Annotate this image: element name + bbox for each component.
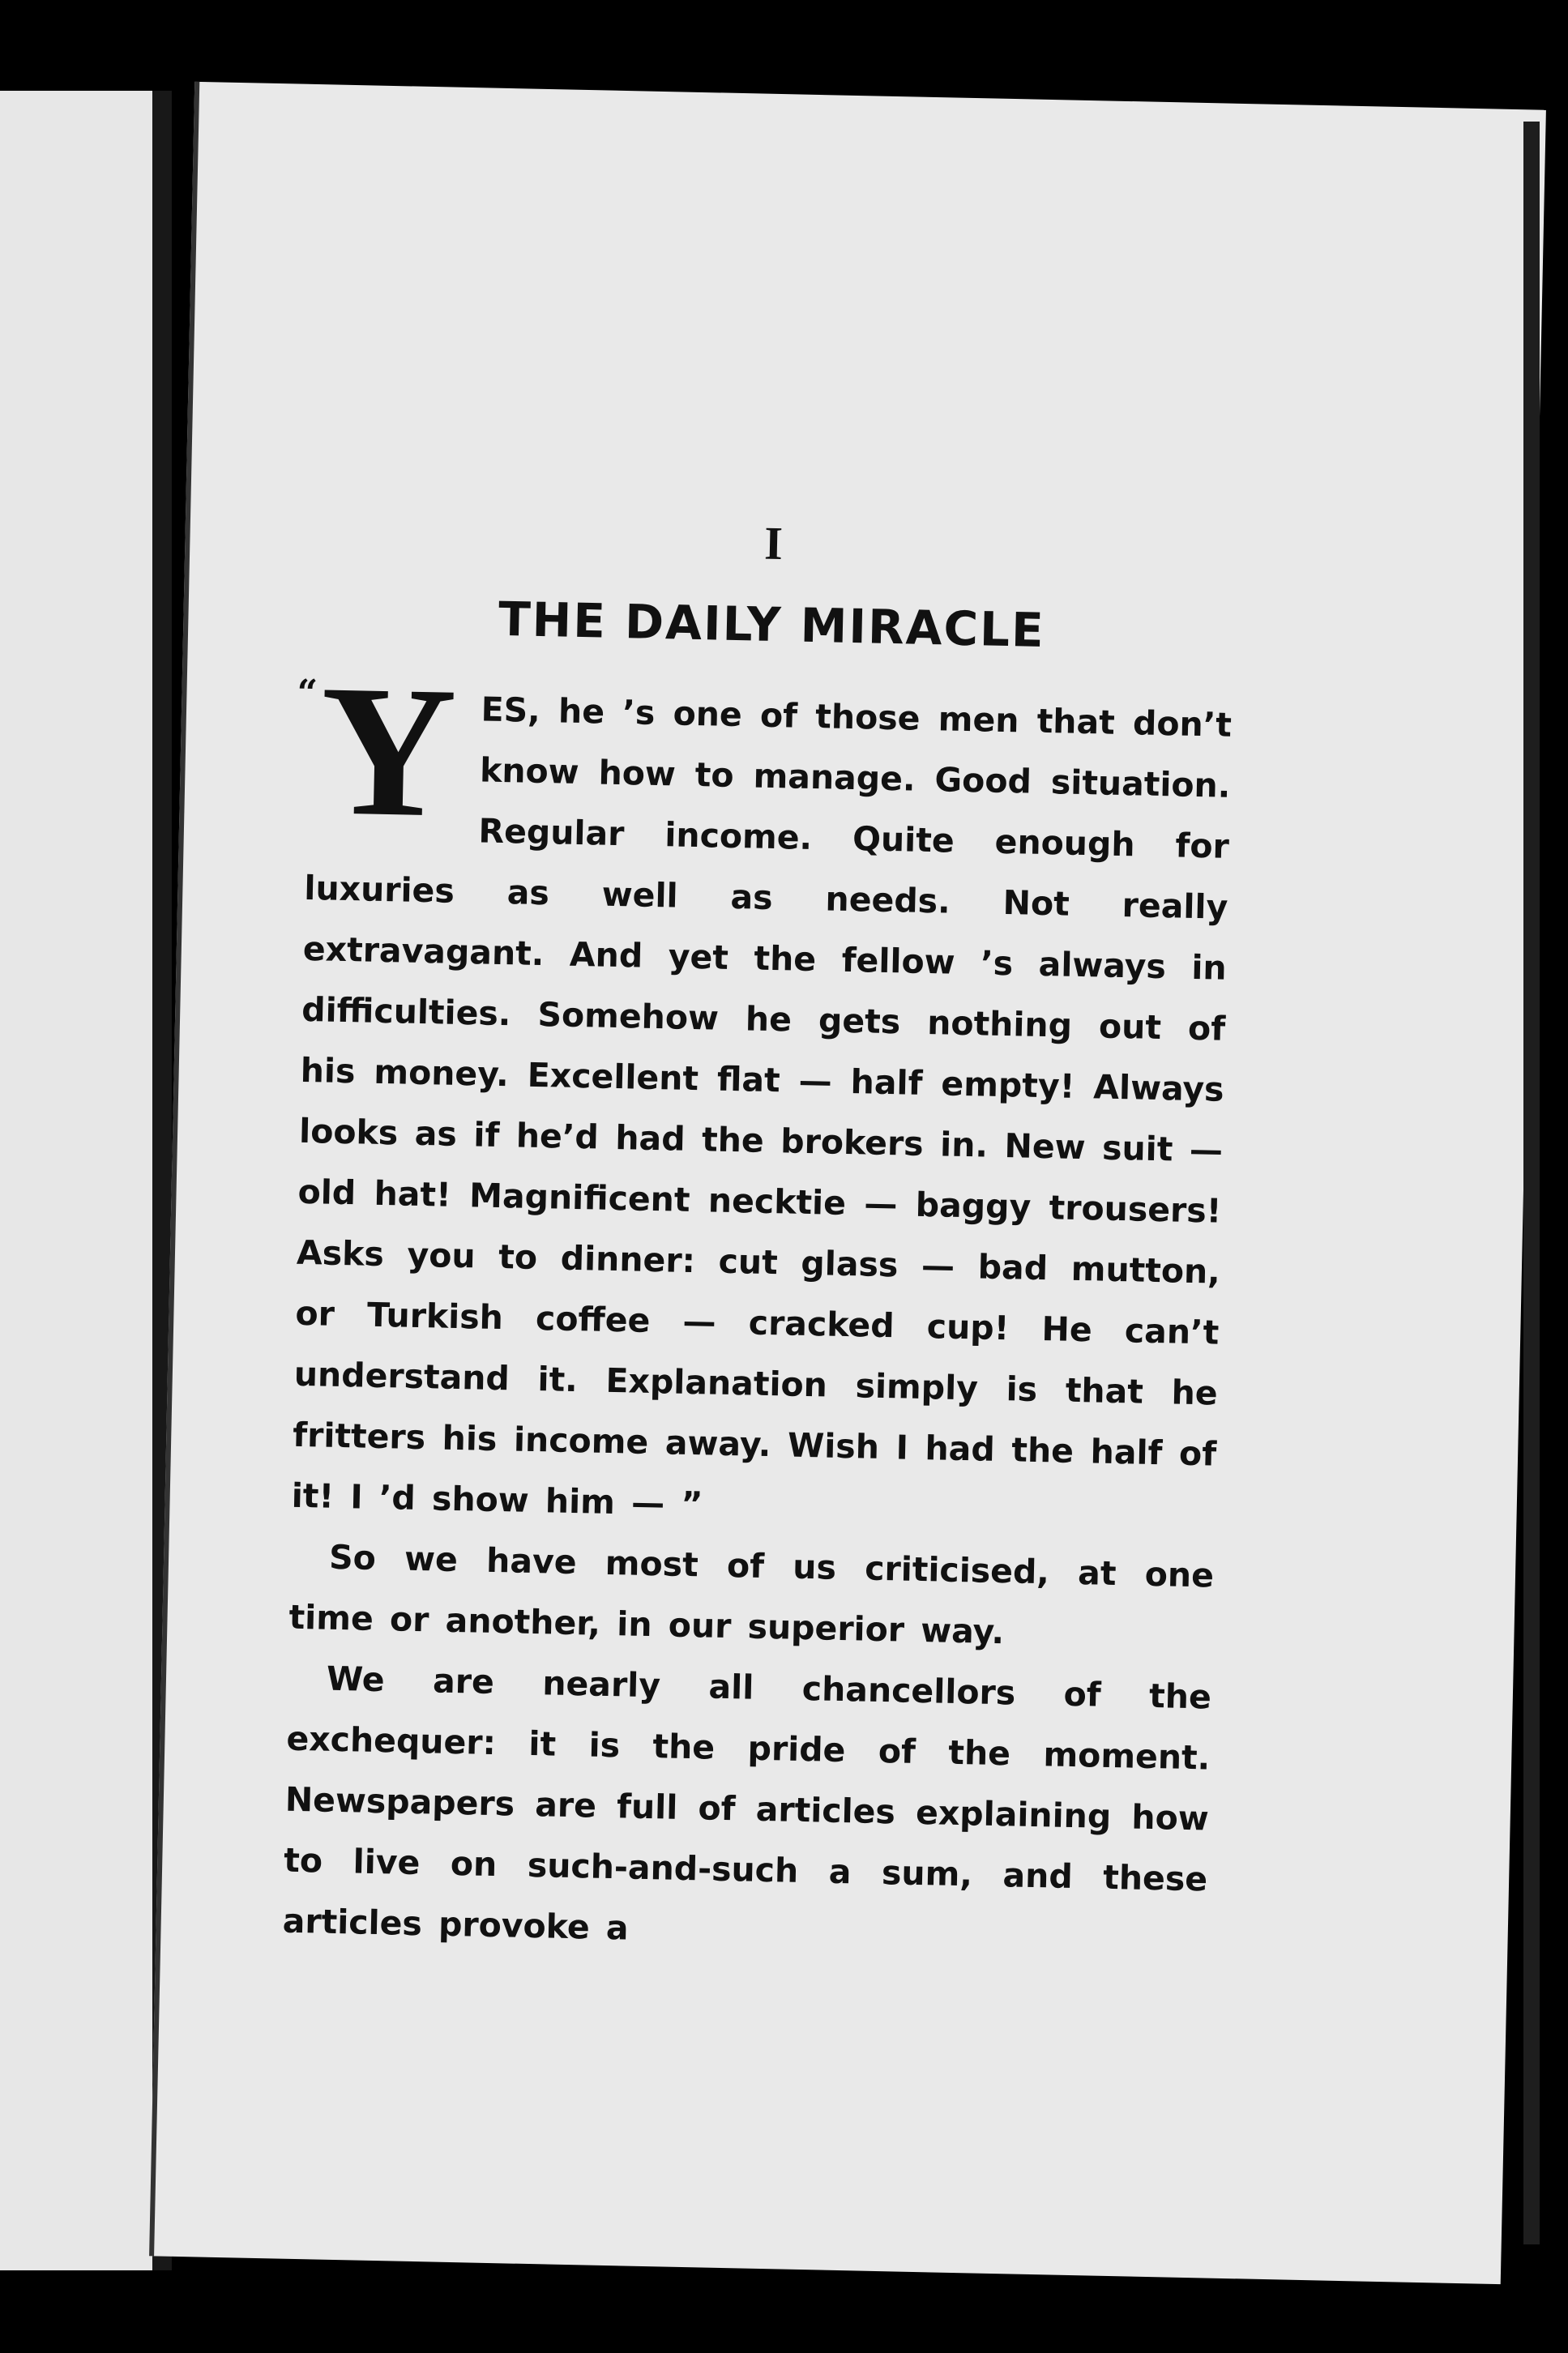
paragraph-2: So we have most of us criticised, at one time or another, in our superior way. bbox=[288, 1537, 1215, 1652]
facing-page bbox=[0, 91, 152, 2270]
chapter-number: I bbox=[763, 516, 784, 570]
chapter-title: THE DAILY MIRACLE bbox=[498, 591, 1046, 658]
page-edge bbox=[1523, 122, 1540, 2244]
paragraph-3: We are nearly all chancellors of the exchequer: it is the pride of the moment. Newspapers are full of articles explaining how to live on such-and-such a sum, and these articles provoke a bbox=[282, 1659, 1212, 1948]
opening-quote-mark: “ bbox=[296, 672, 318, 715]
book-page bbox=[149, 82, 1546, 2284]
text-block bbox=[282, 506, 1236, 1971]
paragraph-1 bbox=[291, 646, 1233, 1546]
drop-cap: Y bbox=[318, 646, 459, 857]
paragraph-1-text: ES, he ’s one of those men that don’t know how to manage. Good situation. Regular income. Quite enough for luxuries as well as needs. Not really extravagant. And yet the fellow ’s always in difficulties. Somehow he gets nothing out of his money. Excellent flat — half empty! Always looks as if he’d had the brokers in. New suit — old hat! Magnificent necktie — baggy trousers! Asks you to dinner: cut glass — bad mutton, or Turkish coffee — cracked cup! He can’t understand it. Explanation simply is that he fritters his income away. Wish I had the half of it! I ’d show him — ” bbox=[291, 690, 1233, 1524]
